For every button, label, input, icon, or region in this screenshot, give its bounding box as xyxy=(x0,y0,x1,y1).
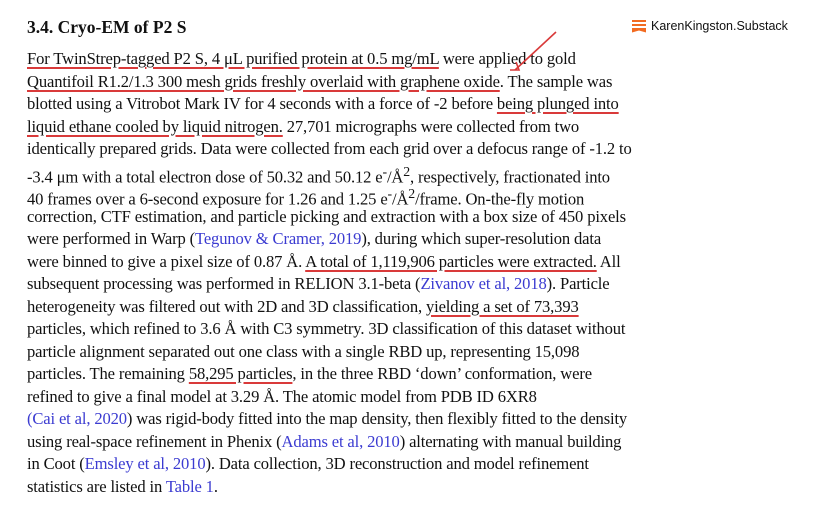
text-run: subsequent processing was performed in RELION 3.1-beta ( xyxy=(27,274,421,293)
text-run: ) alternating with manual building xyxy=(399,431,622,451)
superscript: 2 xyxy=(408,186,416,201)
text-run: statistics are listed in xyxy=(27,476,166,496)
text-line xyxy=(27,363,817,386)
citation-link[interactable]: Emsley et al, 2010 xyxy=(84,454,206,473)
watermark-text: KarenKingston.Substack xyxy=(651,19,788,33)
highlighted-phrase: Quantifoil R1.2/1.3 300 mesh grids freshly overlaid with graphene oxide xyxy=(27,71,500,91)
watermark-badge xyxy=(632,19,788,33)
text-line: refined to give a final model at 3.29 Å. The atomic model from PDB ID 6XR8 xyxy=(27,386,537,406)
text-run: ). Particle xyxy=(546,274,610,293)
text-run: 40 frames over a 6-second exposure for 1.26 and 1.25 e xyxy=(27,189,388,209)
text-line xyxy=(27,273,817,296)
methods-paragraph xyxy=(27,48,817,498)
text-run: . The sample was xyxy=(499,71,613,91)
highlighted-phrase: A total of 1,119,906 particles were extracted. xyxy=(305,251,597,271)
text-run: . xyxy=(213,476,218,496)
text-run: particles. The remaining xyxy=(27,364,189,383)
text-run: , respectively, fractionated into xyxy=(410,167,610,187)
citation-link[interactable]: Tegunov & Cramer, 2019 xyxy=(195,229,362,248)
text-run: were applied to gold xyxy=(438,49,576,68)
text-line xyxy=(27,71,817,94)
text-run: -3.4 μm with a total electron dose of 50.32 and 50.12 e xyxy=(27,167,383,187)
highlighted-phrase: For TwinStrep-tagged P2 S, 4 μL purified protein at 0.5 mg/mL xyxy=(27,49,439,68)
text-line xyxy=(27,408,817,431)
citation-link[interactable]: (Cai et al, 2020 xyxy=(27,409,127,428)
highlighted-phrase: being plunged into xyxy=(496,94,619,113)
superscript: - xyxy=(382,163,387,179)
text-line: identically prepared grids. Data were collected from each grid over a defocus range of -1.2 to xyxy=(27,139,632,158)
text-run: heterogeneity was filtered out with 2D and 3D classification, xyxy=(27,296,426,316)
text-run: /Å xyxy=(386,167,404,187)
table-link[interactable]: Table 1 xyxy=(165,476,214,496)
text-run: ). Data collection, 3D reconstruction and model refinement xyxy=(205,454,589,473)
text-line xyxy=(27,93,817,116)
citation-link[interactable]: Zivanov et al, 2018 xyxy=(420,274,547,293)
text-line xyxy=(27,251,817,274)
section-heading: 3.4. Cryo-EM of P2 S xyxy=(27,17,187,37)
text-run: All xyxy=(596,251,621,271)
text-line xyxy=(27,296,817,319)
text-line xyxy=(27,476,817,499)
text-line xyxy=(27,161,817,187)
substack-logo-icon xyxy=(632,20,646,33)
text-run: were performed in Warp ( xyxy=(27,229,195,248)
text-run: ) was rigid-body fitted into the map density, then flexibly fitted to the density xyxy=(126,409,628,428)
text-run: , in the three RBD ‘down’ conformation, were xyxy=(292,364,592,383)
highlighted-phrase: 58,295 particles xyxy=(188,364,293,383)
text-line: particles, which refined to 3.6 Å with C3 symmetry. 3D classification of this dataset without xyxy=(27,319,626,338)
text-run: using real-space refinement in Phenix ( xyxy=(27,431,282,451)
text-line xyxy=(27,48,817,71)
citation-link[interactable]: Adams et al, 2010 xyxy=(281,431,400,451)
text-run: 27,701 micrographs were collected from two xyxy=(282,116,580,136)
text-line xyxy=(27,228,817,251)
text-line: correction, CTF estimation, and particle picking and extraction with a box size of 450 pixels xyxy=(27,206,626,226)
text-run: in Coot ( xyxy=(27,454,85,473)
text-line xyxy=(27,431,817,454)
superscript: - xyxy=(387,186,392,201)
text-run: were binned to give a pixel size of 0.87 Å. xyxy=(27,251,306,271)
text-line xyxy=(27,453,817,476)
text-line: particle alignment separated out one class with a single RBD up, representing 15,098 xyxy=(27,341,580,361)
highlighted-phrase: liquid ethane cooled by liquid nitrogen. xyxy=(27,116,283,136)
text-line xyxy=(27,183,817,209)
text-run: /Å xyxy=(392,189,409,209)
text-run: ), during which super-resolution data xyxy=(361,229,602,248)
highlighted-phrase: yielding a set of 73,393 xyxy=(425,296,579,316)
superscript: 2 xyxy=(403,163,411,179)
text-run: /frame. On-the-fly motion xyxy=(415,189,585,209)
text-run: blotted using a Vitrobot Mark IV for 4 seconds with a force of -2 before xyxy=(27,94,497,113)
text-line xyxy=(27,116,817,139)
